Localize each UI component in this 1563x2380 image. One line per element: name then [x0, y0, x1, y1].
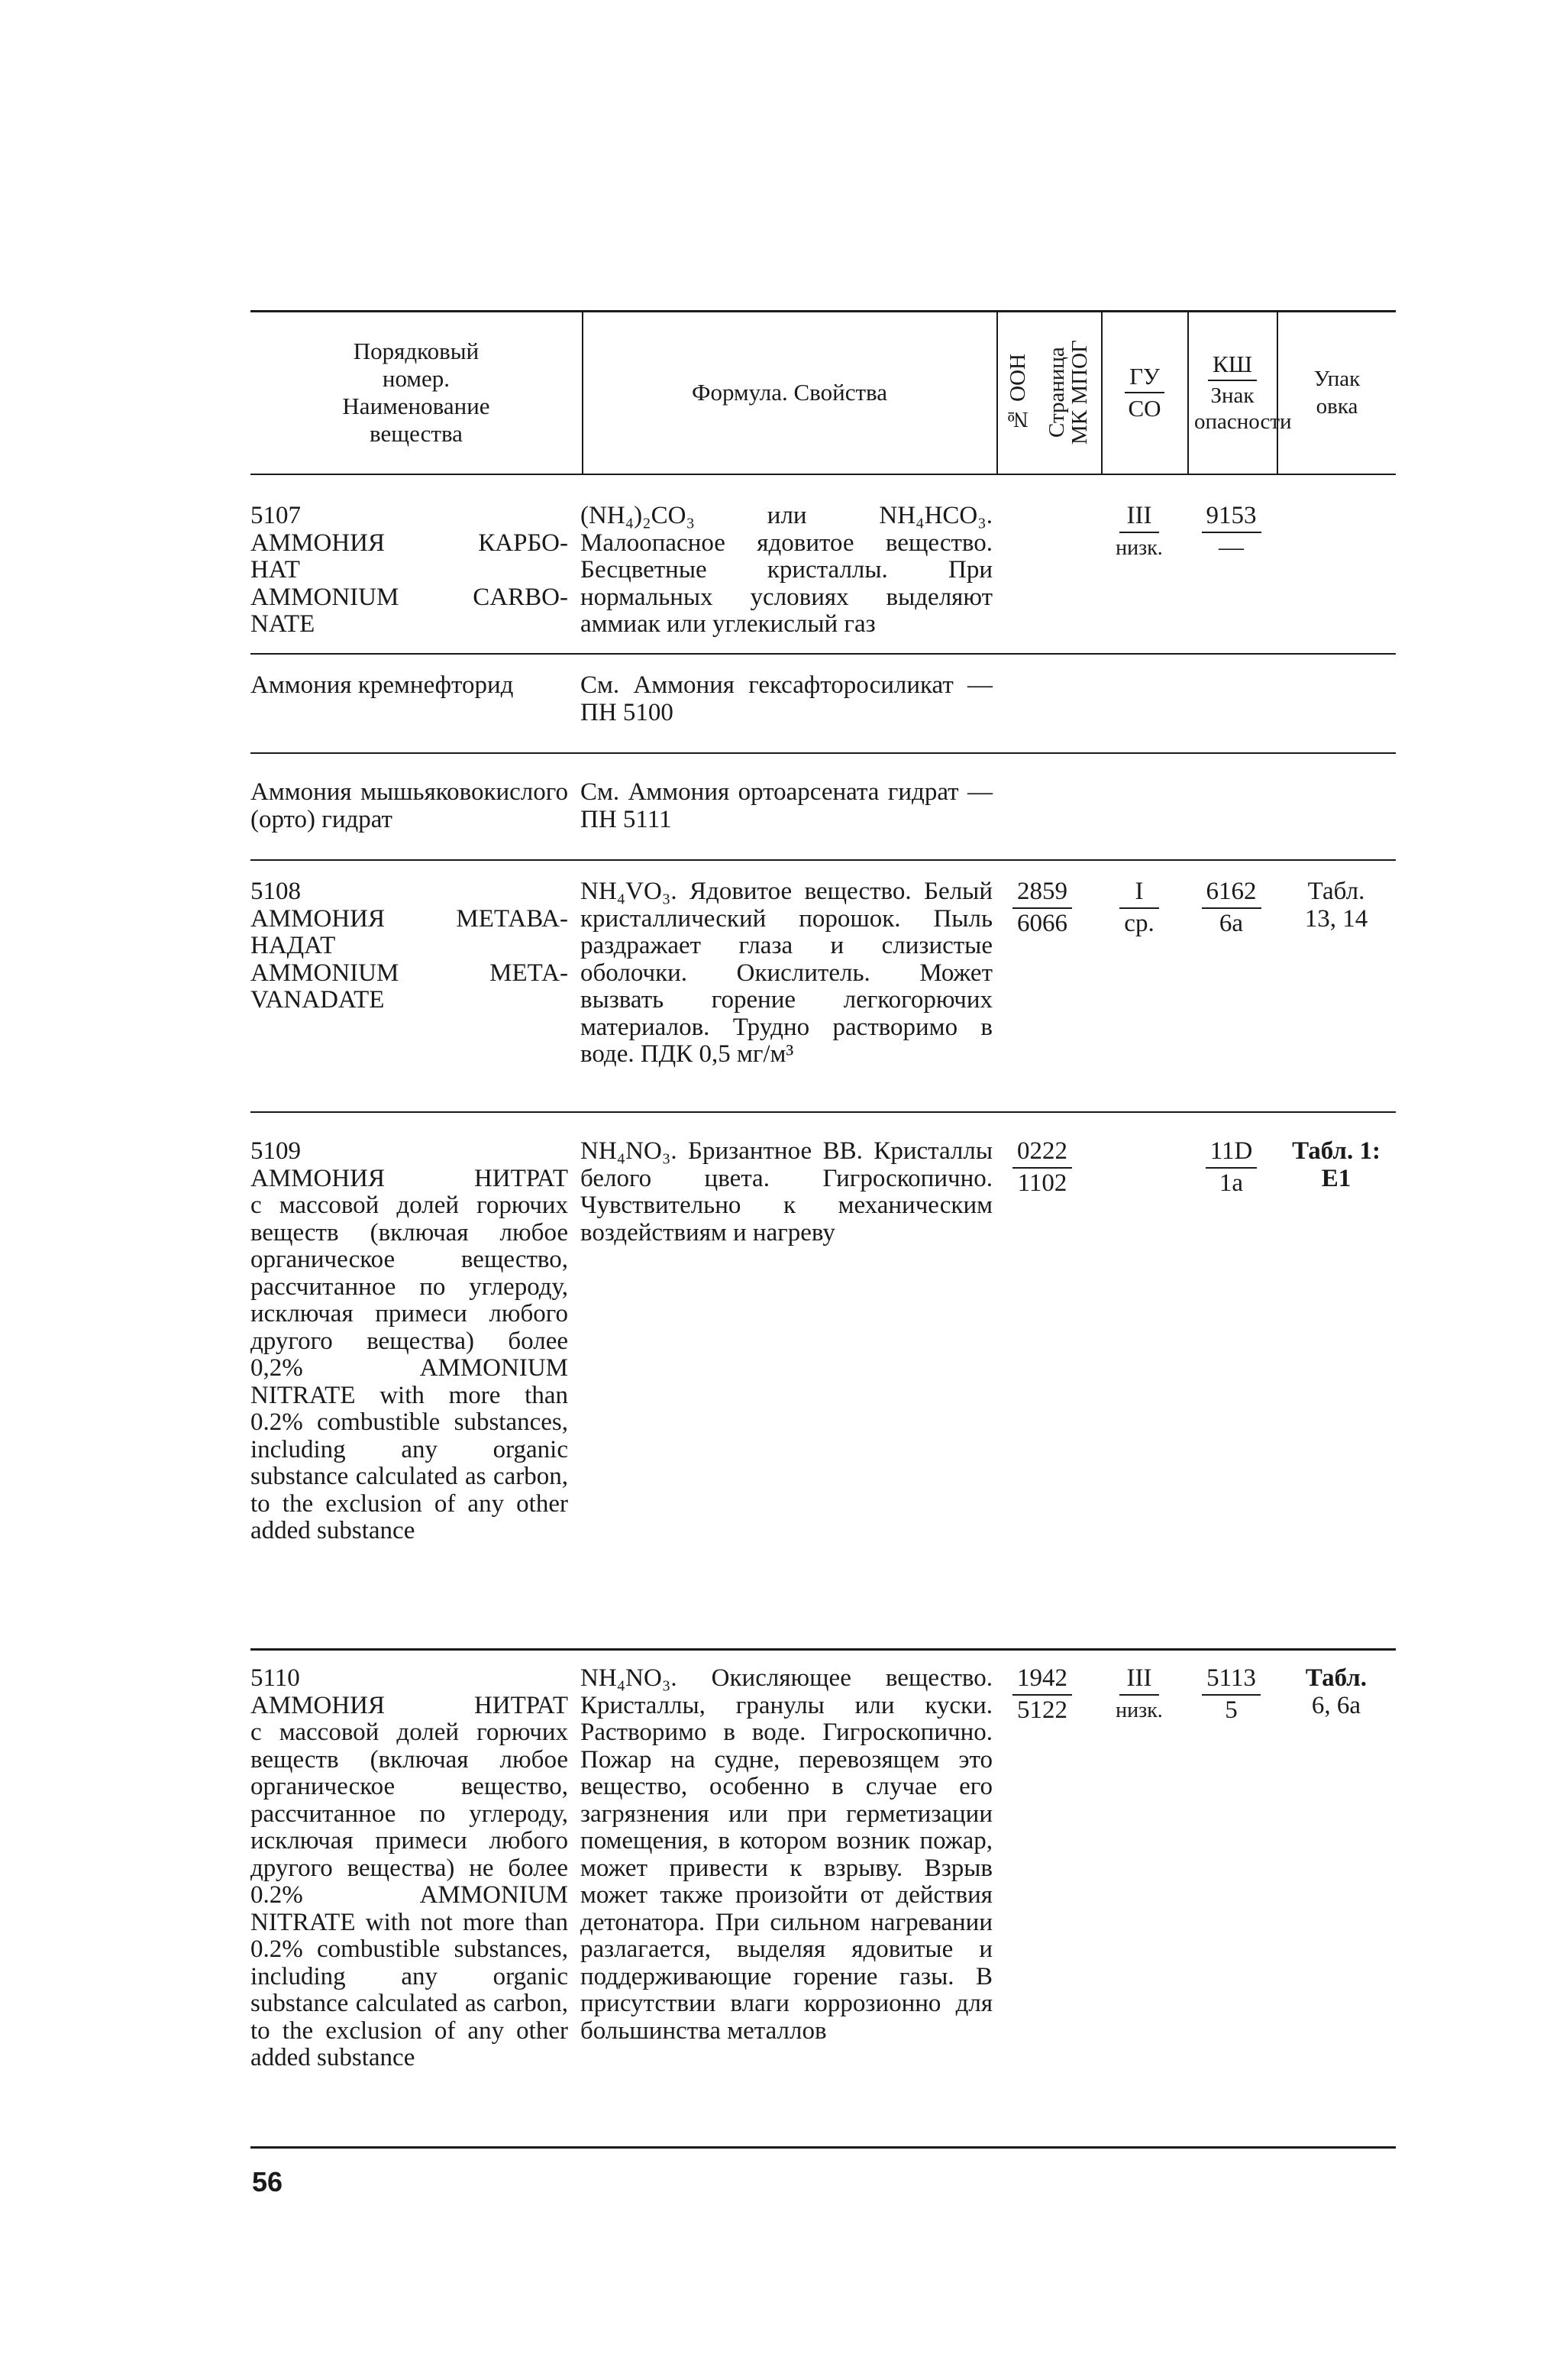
gu-fraction: [1119, 878, 1159, 937]
entry-divider: [250, 859, 1396, 861]
entry-name-line: НАДАТ: [250, 932, 336, 959]
cross-ref-name: [250, 779, 568, 833]
gu-value: III: [1119, 1665, 1159, 1696]
ksh-fraction: [1202, 1665, 1261, 1724]
un-number: 1942: [1012, 1665, 1072, 1696]
page-number-ref: 6066: [1017, 909, 1067, 937]
entry-properties: [580, 1665, 993, 2045]
cross-ref-name-text: Аммония мышьяковокислого (орто) гидрат: [250, 778, 568, 833]
sign-value: 6а: [1219, 909, 1244, 937]
entry-gu: [1093, 1665, 1185, 1724]
ksh-fraction: [1206, 1138, 1258, 1197]
cross-ref-name-text: Аммония кремнефторид: [250, 671, 514, 699]
entry-name-line: NATE: [250, 610, 315, 638]
header-un-label: № ООН: [1005, 353, 1030, 432]
entry-props-text: Окисляющее вещество. Кристаллы, гранулы или куски. Растворимо в воде. Гигроскопично. Пожар на судне, перевозящем это вещество, особенно в случае его загрязнения или при герметизации помещения, в котором возник пожар, может привести к взрыву. Взрыв может также произойти от действия детонатора. При сильном нагревании разлагается, выделяя ядовитые и поддерживающие горение газы. В присутствии влаги коррозионно для большинства металлов: [580, 1664, 993, 2045]
entry-divider: [250, 653, 1396, 655]
entry-packaging: [1279, 1665, 1393, 1719]
header-gu-column: [1103, 312, 1187, 474]
entry-name: [250, 1138, 568, 1545]
pack-line: Табл.: [1307, 878, 1365, 905]
gu-value: I: [1119, 878, 1159, 909]
header-co-label: СО: [1128, 395, 1161, 422]
entry-formula: (NH₄)₂CO₃ или NH₄HCO₃.: [580, 502, 993, 529]
gu-fraction: [1116, 1665, 1163, 1724]
entry-name-description: с массовой долей горючих веществ (включая любое органическое вещество, рассчитанное по углероду, исключая примеси любого другого вещества) не более 0.2% AMMONIUM NITRATE with not more than 0.2% combustible substances, including any organic substance calculated as carbon, to the exclusion of any other added substance: [250, 1719, 568, 2071]
entry-ksh: [1187, 1665, 1275, 1724]
entry-name-line: АММОНИЯ КАРБО-: [250, 529, 568, 557]
header-pack-column: [1278, 312, 1396, 474]
entry-name-line: НАТ: [250, 556, 300, 584]
header-bottom-rule: [250, 474, 1396, 475]
ksh-fraction: [1202, 503, 1261, 561]
pack-line: 6, 6а: [1311, 1691, 1361, 1719]
page-number-ref: 1102: [1017, 1169, 1067, 1197]
page-number-ref: 5122: [1017, 1696, 1067, 1724]
header-gu-fraction: [1125, 363, 1164, 422]
header-gu-label: ГУ: [1125, 363, 1164, 393]
entry-ksh: [1187, 1138, 1275, 1197]
pack-line: Табл. 1:: [1292, 1137, 1381, 1165]
header-ksh-column: [1189, 312, 1292, 474]
ksh-fraction: [1202, 878, 1261, 937]
header-formula-label: Формула. Свойства: [692, 379, 887, 406]
header-sign-label: Знак опасности: [1194, 383, 1292, 434]
un-fraction: [1012, 1138, 1072, 1197]
entry-name: [250, 1665, 568, 2072]
entry-properties: [580, 878, 993, 1069]
cross-ref-properties: [580, 779, 993, 833]
entry-packaging: [1279, 878, 1393, 933]
ksh-value: 11D: [1206, 1138, 1258, 1169]
entry-packaging: [1279, 1138, 1393, 1192]
entry-formula: NH₄NO₃.: [580, 1137, 677, 1165]
un-fraction: [1012, 878, 1072, 937]
entry-divider: [250, 752, 1396, 754]
entry-name-line: АММОНИЯ НИТРАТ: [250, 1691, 568, 1719]
un-number: 2859: [1012, 878, 1072, 909]
header-name-column: [252, 312, 580, 474]
entry-gu: [1093, 503, 1185, 561]
entry-name-description: с массовой долей горючих веществ (включая любое органическое вещество, рассчитанное по углероду, исключая примеси любого другого вещества) более 0,2% AMMONIUM NITRATE with more than 0.2% combustible substances, including any organic substance calculated as carbon, to the exclusion of any other added substance: [250, 1192, 568, 1544]
entry-divider: [250, 1648, 1396, 1651]
header-un-column: [998, 312, 1100, 474]
entry-name: [250, 503, 568, 639]
header-page-label: Страница МК МПОГ: [1044, 340, 1092, 445]
entry-name-line: VANADATE: [250, 986, 385, 1014]
entry-number: 5110: [250, 1664, 300, 1692]
cross-ref-text: См. Аммония гексафторосиликат — ПН 5100: [580, 671, 993, 726]
entry-name-line: AMMONIUM МЕТА-: [250, 959, 568, 987]
entry-formula: NH₄NO₃.: [580, 1664, 677, 1692]
cross-ref-name: [250, 672, 579, 700]
un-fraction: [1012, 1665, 1072, 1724]
page-bottom-rule: [250, 2146, 1396, 2149]
header-ksh-label: КШ: [1208, 351, 1257, 381]
header-formula-column: [583, 312, 996, 474]
sign-value: —: [1219, 533, 1244, 561]
page-number: 56: [252, 2166, 283, 2197]
entry-gu: [1093, 878, 1185, 937]
entry-properties: [580, 503, 993, 639]
ksh-value: 5113: [1202, 1665, 1261, 1696]
gu-value: III: [1119, 503, 1159, 533]
pack-line: E1: [1321, 1164, 1351, 1192]
header-ksh-fraction: [1194, 351, 1292, 435]
cross-ref-properties: [580, 672, 993, 726]
entry-name: [250, 878, 568, 1014]
entry-formula: NH₄VO₃.: [580, 878, 677, 905]
ksh-value: 9153: [1202, 503, 1261, 533]
co-value: ср.: [1124, 909, 1154, 937]
ksh-value: 6162: [1202, 878, 1261, 909]
entry-properties: [580, 1138, 993, 1247]
entry-ksh: [1187, 878, 1275, 937]
co-value: низк.: [1116, 1698, 1163, 1722]
entry-number: 5108: [250, 878, 301, 905]
pack-line: 13, 14: [1304, 904, 1368, 933]
entry-props-text: Бризантное ВВ. Кристаллы белого цвета. Гигроскопично. Чувствительно к механическим воздействиям и нагреву: [580, 1137, 993, 1247]
entry-number: 5109: [250, 1137, 301, 1165]
pack-line: Табл.: [1305, 1664, 1368, 1692]
header-name-label: Порядковый номер. Наименование вещества: [342, 338, 490, 447]
entry-un: [993, 1138, 1092, 1197]
co-value: низк.: [1116, 535, 1163, 560]
entry-name-line: АММОНИЯ НИТРАТ: [250, 1164, 568, 1192]
entry-props-text: Малоопасное ядовитое вещество. Бесцветные кристаллы. При нормальных условиях выделяют аммиак или углекислый газ: [580, 529, 993, 638]
entry-name-line: АММОНИЯ МЕТАВА-: [250, 904, 568, 933]
header-pack-label: Упаковка: [1313, 367, 1361, 419]
sign-value: 1а: [1219, 1169, 1244, 1197]
entry-un: [993, 1665, 1092, 1724]
entry-number: 5107: [250, 502, 301, 529]
un-number: 0222: [1012, 1138, 1072, 1169]
entry-ksh: [1187, 503, 1275, 561]
gu-fraction: [1116, 503, 1163, 561]
entry-un: [993, 878, 1092, 937]
entry-props-text: Ядовитое вещество. Белый кристаллический порошок. Пыль раздражает глаза и слизистые оболочки. Окислитель. Может вызвать горение легкогорючих материалов. Трудно растворимо в воде. ПДК 0,5 мг/м³: [580, 878, 993, 1068]
sign-value: 5: [1225, 1696, 1238, 1724]
cross-ref-text: См. Аммония ортоарсената гидрат — ПН 5111: [580, 778, 993, 833]
entry-name-line: AMMONIUM CARBO-: [250, 583, 568, 611]
entry-divider: [250, 1111, 1396, 1113]
